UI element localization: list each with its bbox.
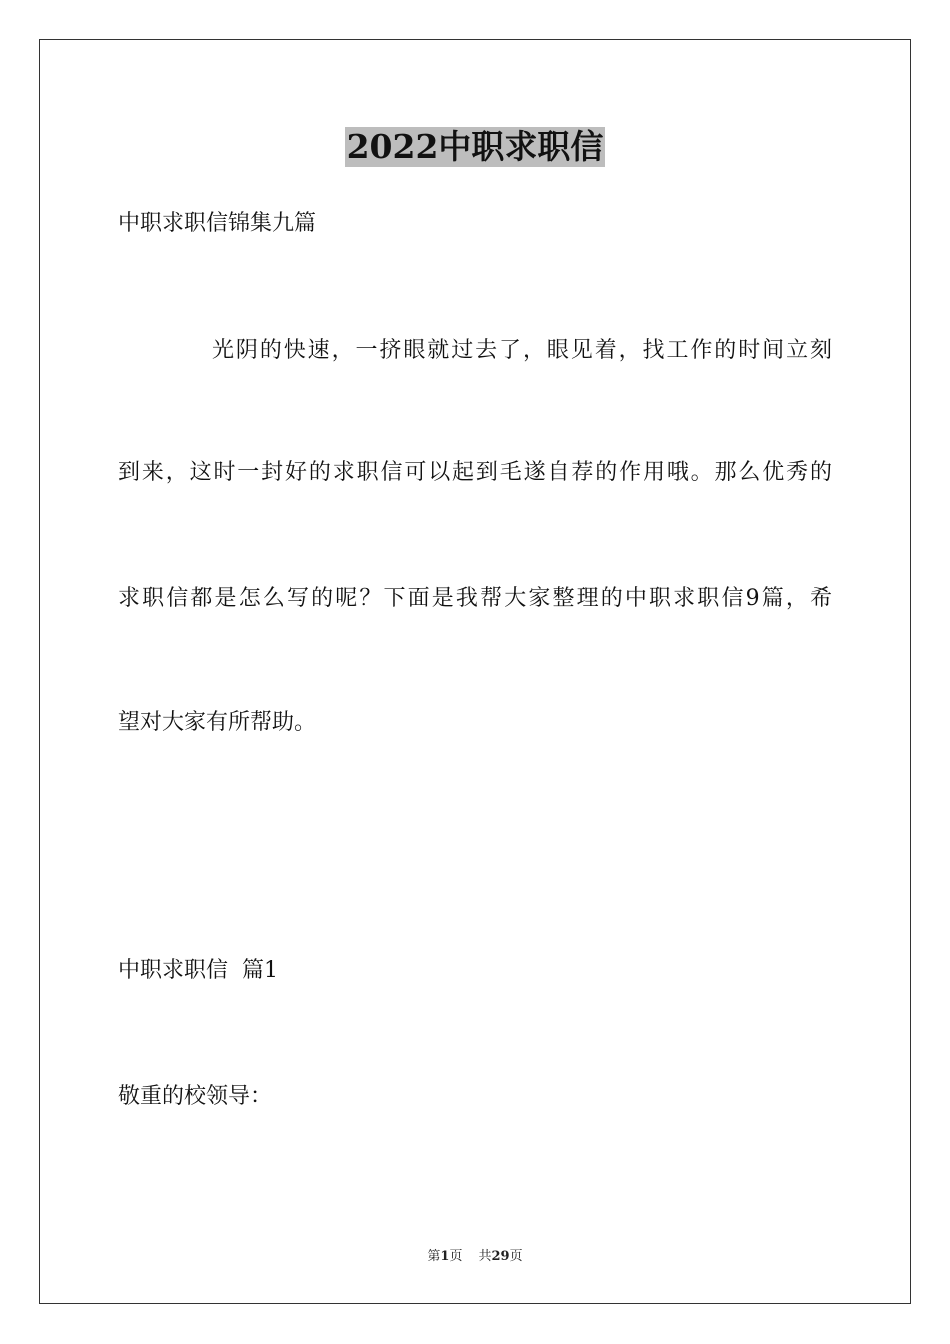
footer-total-prefix: 共 (478, 1249, 492, 1264)
intro-line-4: 望对大家有所帮助。 (118, 710, 317, 735)
intro-line-3: 求职信都是怎么写的呢？下面是我帮大家整理的中职求职信9篇，希 (118, 586, 832, 611)
footer-total-pages: 29 (491, 1249, 510, 1264)
intro-line-2: 到来，这时一封好的求职信可以起到毛遂自荐的作用哦。那么优秀的 (118, 460, 832, 485)
intro-line-1: 光阴的快速，一挤眼就过去了，眼见着，找工作的时间立刻 (212, 338, 832, 363)
document-subtitle: 中职求职信锦集九篇 (118, 211, 317, 236)
title-container (0, 127, 950, 167)
page-footer (0, 1248, 950, 1266)
footer-page-suffix: 页 (449, 1249, 463, 1264)
footer-page-number: 1 (440, 1249, 450, 1264)
salutation: 敬重的校领导： (118, 1084, 273, 1109)
footer-page-prefix: 第 (427, 1249, 441, 1264)
document-title: 2022中职求职信 (346, 127, 604, 166)
section-heading: 中职求职信 篇1 (118, 958, 278, 983)
footer-total-suffix: 页 (509, 1249, 523, 1264)
